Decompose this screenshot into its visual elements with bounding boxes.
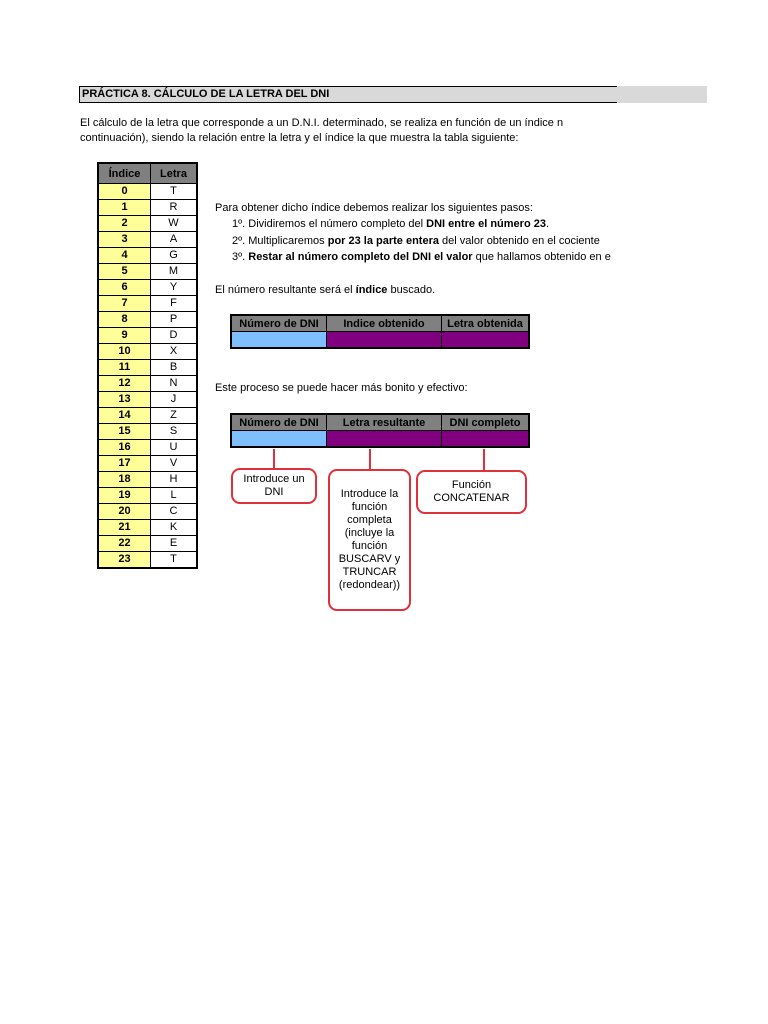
index-cell[interactable]: 23 [98, 552, 151, 569]
index-table-row [98, 520, 197, 536]
index-cell[interactable]: 6 [98, 280, 151, 296]
callout-2-connector [369, 449, 371, 470]
intro-line-1: El cálculo de la letra que corresponde a un D.N.I. determinado, se realiza en función de un índice n [80, 117, 564, 129]
letter-cell[interactable]: F [151, 296, 198, 312]
letter-cell[interactable]: J [151, 392, 198, 408]
step-1-text-c: . [545, 218, 550, 230]
index-table-row [98, 248, 197, 264]
index-table-row [98, 392, 197, 408]
letter-cell[interactable]: T [151, 184, 198, 200]
index-table-row [98, 536, 197, 552]
t1-index-cell[interactable] [327, 332, 442, 349]
index-table-row [98, 488, 197, 504]
callout-concatenar [416, 470, 527, 514]
letter-cell[interactable]: H [151, 472, 198, 488]
letter-cell[interactable]: P [151, 312, 198, 328]
index-table-row [98, 472, 197, 488]
process-text: Este proceso se puede hacer más bonito y efectivo: [215, 382, 468, 394]
t1-dni-input-cell[interactable] [231, 332, 327, 349]
result-sentence [215, 282, 617, 299]
index-cell[interactable]: 21 [98, 520, 151, 536]
index-table-row [98, 296, 197, 312]
callout-introduce-dni [231, 468, 317, 504]
index-table-row [98, 504, 197, 520]
step-1-text-a: 1º. Dividiremos el número completo del [232, 218, 427, 230]
letter-cell[interactable]: R [151, 200, 198, 216]
letter-cell[interactable]: C [151, 504, 198, 520]
step-2-text-b: por 23 la parte entera [327, 235, 439, 247]
index-table-row [98, 216, 197, 232]
letter-cell[interactable]: G [151, 248, 198, 264]
index-cell[interactable]: 4 [98, 248, 151, 264]
index-cell[interactable]: 0 [98, 184, 151, 200]
step-1-text-b: DNI entre el número 23 [426, 218, 546, 230]
step-2-text-c: del valor obtenido en el cociente [439, 235, 600, 247]
title-bar-extension [617, 86, 707, 103]
step-3-text-a: 3º. [232, 251, 249, 263]
index-cell[interactable]: 15 [98, 424, 151, 440]
calc-table-2 [230, 413, 530, 448]
index-cell[interactable]: 13 [98, 392, 151, 408]
index-table-row [98, 264, 197, 280]
letter-cell[interactable]: A [151, 232, 198, 248]
index-cell[interactable]: 11 [98, 360, 151, 376]
index-cell[interactable]: 2 [98, 216, 151, 232]
letter-cell[interactable]: X [151, 344, 198, 360]
letter-cell[interactable]: D [151, 328, 198, 344]
index-table-row [98, 552, 197, 569]
index-table-row [98, 360, 197, 376]
index-letter-table [97, 162, 198, 569]
index-cell[interactable]: 5 [98, 264, 151, 280]
t1-header-dni: Número de DNI [231, 315, 327, 332]
result-text-b: índice [355, 284, 388, 296]
letter-cell[interactable]: E [151, 536, 198, 552]
index-cell[interactable]: 16 [98, 440, 151, 456]
index-table-row [98, 312, 197, 328]
letter-cell[interactable]: M [151, 264, 198, 280]
index-cell[interactable]: 8 [98, 312, 151, 328]
letter-cell[interactable]: U [151, 440, 198, 456]
letter-cell[interactable]: W [151, 216, 198, 232]
letter-cell[interactable]: L [151, 488, 198, 504]
t1-header-letter: Letra obtenida [442, 315, 530, 332]
t2-header-letter: Letra resultante [327, 414, 442, 431]
step-3 [232, 249, 617, 266]
letter-header: Letra [151, 163, 198, 184]
callout-3-text: Función CONCATENAR [433, 479, 510, 504]
index-table-row [98, 376, 197, 392]
index-cell[interactable]: 7 [98, 296, 151, 312]
index-table-row [98, 424, 197, 440]
page-title: PRÁCTICA 8. CÁLCULO DE LA LETRA DEL DNI [82, 88, 330, 100]
index-cell[interactable]: 17 [98, 456, 151, 472]
index-table-row [98, 344, 197, 360]
index-table-row [98, 184, 197, 200]
index-cell[interactable]: 9 [98, 328, 151, 344]
step-3-text-b: Restar al número completo del DNI el valor [248, 251, 473, 263]
t2-letter-cell[interactable] [327, 431, 442, 448]
index-table-row [98, 280, 197, 296]
callout-introduce-function [328, 469, 411, 611]
letter-cell[interactable]: N [151, 376, 198, 392]
index-cell[interactable]: 20 [98, 504, 151, 520]
index-table-row [98, 440, 197, 456]
index-table-body [98, 184, 197, 569]
t2-header-full-dni: DNI completo [442, 414, 530, 431]
index-header: Índice [98, 163, 151, 184]
t2-full-dni-cell[interactable] [442, 431, 530, 448]
index-cell[interactable]: 18 [98, 472, 151, 488]
index-cell[interactable]: 22 [98, 536, 151, 552]
step-2 [232, 233, 617, 250]
index-cell[interactable]: 19 [98, 488, 151, 504]
index-table-row [98, 200, 197, 216]
letter-cell[interactable]: S [151, 424, 198, 440]
intro-line-2: continuación), siendo la relación entre la letra y el índice la que muestra la tabla siguiente: [80, 132, 519, 144]
letter-cell[interactable]: Y [151, 280, 198, 296]
result-text-a: El número resultante será el [215, 284, 356, 296]
result-text-c: buscado. [387, 284, 436, 296]
index-cell[interactable]: 1 [98, 200, 151, 216]
step-3-text-c: que hallamos obtenido en e [472, 251, 611, 263]
callout-1-connector [273, 449, 275, 470]
index-cell[interactable]: 14 [98, 408, 151, 424]
callout-3-connector [483, 449, 485, 471]
callout-1-text: Introduce un DNI [243, 473, 305, 498]
letter-cell[interactable]: T [151, 552, 198, 569]
t2-dni-input-cell[interactable] [231, 431, 327, 448]
index-cell[interactable]: 12 [98, 376, 151, 392]
letter-cell[interactable]: Z [151, 408, 198, 424]
index-cell[interactable]: 3 [98, 232, 151, 248]
callout-2-text: Introduce la función completa (incluye la función BUSCARV y TRUNCAR (redondear)) [338, 488, 401, 591]
letter-cell[interactable]: B [151, 360, 198, 376]
index-table-row [98, 408, 197, 424]
index-table-row [98, 328, 197, 344]
index-cell[interactable]: 10 [98, 344, 151, 360]
steps-intro: Para obtener dicho índice debemos realizar los siguientes pasos: [215, 202, 533, 214]
letter-cell[interactable]: V [151, 456, 198, 472]
letter-cell[interactable]: K [151, 520, 198, 536]
t1-letter-cell[interactable] [442, 332, 530, 349]
index-table-row [98, 456, 197, 472]
t1-header-index: Indice obtenido [327, 315, 442, 332]
step-2-text-a: 2º. Multiplicaremos [232, 235, 328, 247]
calc-table-1 [230, 314, 530, 349]
step-1 [232, 216, 617, 233]
t2-header-dni: Número de DNI [231, 414, 327, 431]
index-table-row [98, 232, 197, 248]
